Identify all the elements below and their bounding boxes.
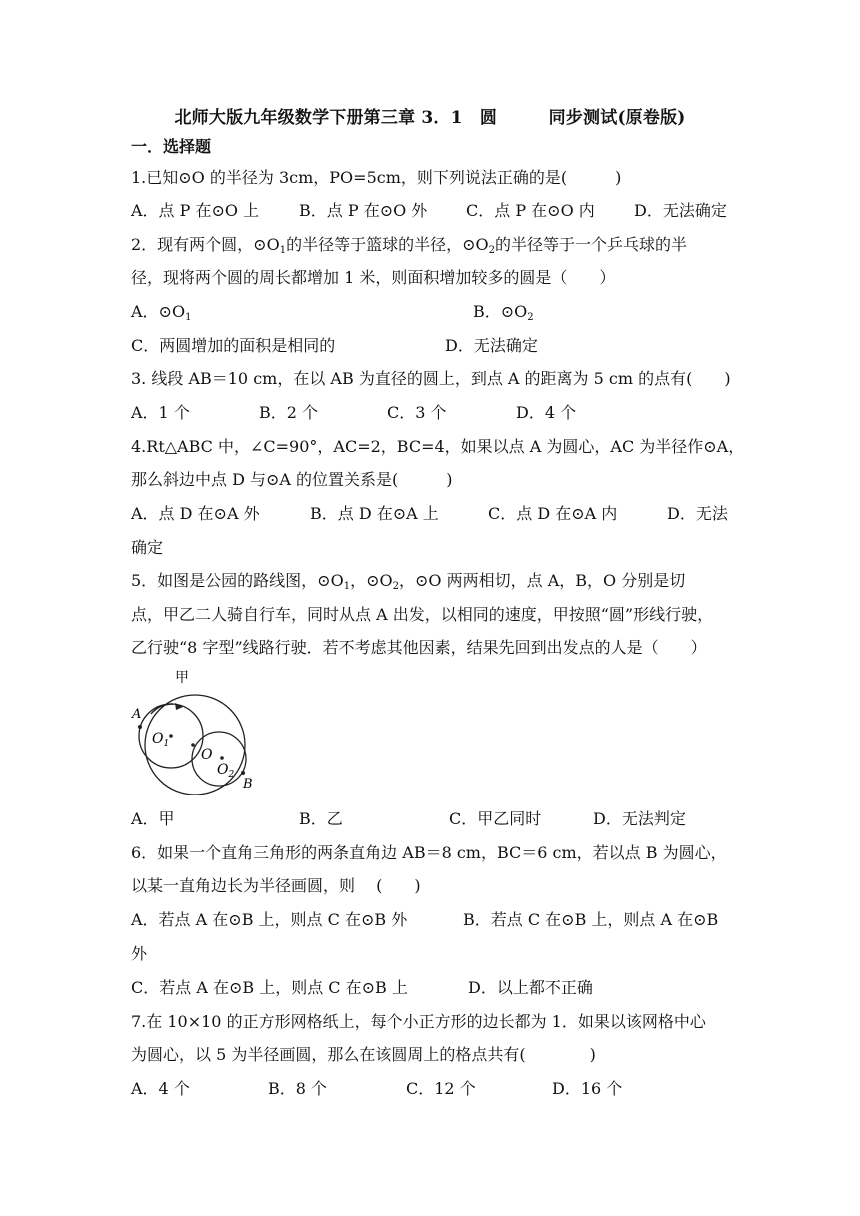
point-o [191,743,195,747]
question-3-option-c: C．3 个 [387,403,447,422]
label-o: O [201,747,213,763]
question-5-option-b: B．乙 [299,809,343,828]
question-2-stem-line2: 径，现将两个圆的周长都增加 1 米，则面积增加较多的圆是（ ） [131,268,616,287]
question-7-stem-line1: 7.在 10×10 的正方形网格纸上，每个小正方形的边长都为 1．如果以该网格中心 [131,1012,706,1031]
section-heading: 一．选择题 [131,137,212,156]
question-7-option-a: A．4 个 [131,1079,190,1098]
label-b: B [243,777,253,792]
question-6-option-a: A．若点 A 在⊙B 上，则点 C 在⊙B 外 [131,910,408,929]
question-1-option-d: D．无法确定 [634,201,727,220]
point-a [138,725,142,729]
question-5-stem-line1: 5．如图是公园的路线图，$⊙O_1$，$⊙O_2$，⊙O 两两相切，点 A，B，O 分别是切 [131,571,686,592]
park-route-figure [131,670,256,795]
question-3-option-d: D．4 个 [516,403,577,422]
question-6-option-b-wrap: 外 [131,944,148,963]
question-4-option-d-wrap: 确定 [131,538,164,557]
label-a: A [132,707,142,722]
page-title: 北师大版九年级数学下册第三章 3．1 圆 同步测试(原卷版) [174,108,686,128]
question-1-stem: 1.已知⊙O 的半径为 3cm，PO=5cm，则下列说法正确的是( ) [131,168,622,187]
question-2-option-a: A．$⊙O_1$ [131,302,192,323]
question-2-option-b: B．$⊙O_2$ [473,302,534,323]
question-6-option-b: B．若点 C 在⊙B 上，则点 A 在⊙B [463,910,719,929]
label-o1: $O_1$ [152,731,170,749]
question-4-option-c: C．点 D 在⊙A 内 [488,504,618,523]
question-1-option-c: C．点 P 在⊙O 内 [466,201,595,220]
question-5-stem-line3: 乙行驶“8 字型”线路行驶．若不考虑其他因素，结果先回到出发点的人是（ ） [131,638,707,657]
question-6-stem-line1: 6．如果一个直角三角形的两条直角边 AB＝8 cm，BC＝6 cm，若以点 B 为圆心， [131,843,727,862]
question-5-option-d: D．无法判定 [593,809,686,828]
label-o2: $O_2$ [217,762,235,780]
question-1-option-a: A．点 P 在⊙O 上 [131,201,260,220]
question-3-option-b: B．2 个 [259,403,319,422]
question-4-stem-line2: 那么斜边中点 D 与⊙A 的位置关系是( ) [131,470,453,489]
question-3-option-a: A．1 个 [131,403,190,422]
question-3-stem: 3. 线段 AB＝10 cm，在以 AB 为直径的圆上，到点 A 的距离为 5 cm 的点有( ) [131,369,731,388]
question-7-option-c: C．12 个 [406,1079,476,1098]
question-6-option-c: C．若点 A 在⊙B 上，则点 C 在⊙B 上 [131,978,408,997]
question-2-stem-line1: 2．现有两个圆，$⊙O_1$的半径等于篮球的半径，$⊙O_2$的半径等于一个乒乓球的半 [131,235,688,256]
question-5-option-c: C．甲乙同时 [449,809,542,828]
question-4-option-a: A．点 D 在⊙A 外 [131,504,260,523]
point-o2 [220,756,224,760]
question-2-option-d: D．无法确定 [445,336,538,355]
point-o1 [169,734,173,738]
label-jia: 甲 [175,670,189,686]
question-1-option-b: B．点 P 在⊙O 外 [299,201,428,220]
question-2-option-c: C．两圆增加的面积是相同的 [131,336,336,355]
question-5-stem-line2: 点，甲乙二人骑自行车，同时从点 A 出发，以相同的速度，甲按照“圆”形线行驶， [131,605,714,624]
arrow-head-icon [175,703,183,710]
question-5-option-a: A．甲 [131,809,175,828]
question-4-stem-line1: 4.Rt△ABC 中，∠C=90°，AC=2，BC=4，如果以点 A 为圆心，AC 为半径作⊙A， [131,437,745,456]
point-b [241,771,245,775]
question-7-option-d: D．16 个 [552,1079,623,1098]
question-4-option-d: D．无法 [667,504,728,523]
question-6-stem-line2: 以某一直角边长为半径画圆，则 ( ) [131,876,421,895]
question-6-option-d: D．以上都不正确 [468,978,593,997]
question-7-option-b: B．8 个 [268,1079,328,1098]
question-4-option-b: B．点 D 在⊙A 上 [310,504,439,523]
question-7-stem-line2: 为圆心，以 5 为半径画圆，那么在该圆周上的格点共有( ) [131,1045,596,1064]
